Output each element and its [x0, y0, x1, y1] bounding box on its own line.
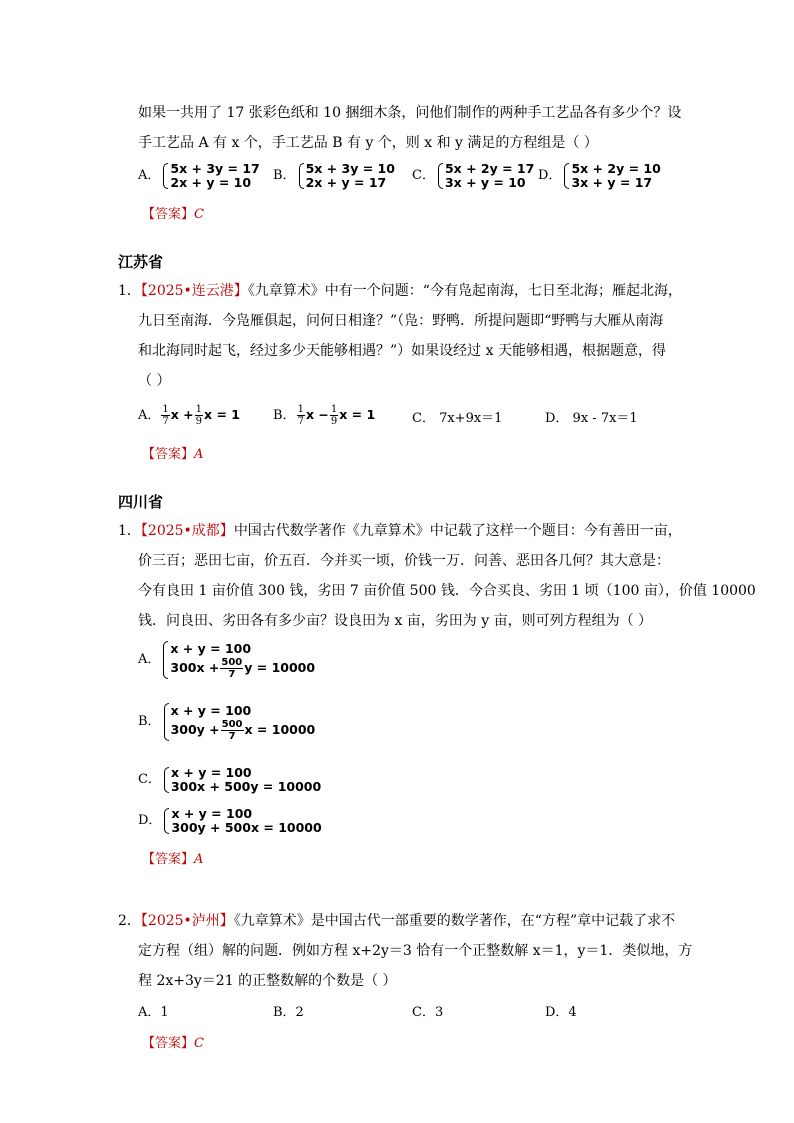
- option-label: A．: [138, 168, 161, 183]
- equation-part: 300x +: [170, 660, 220, 675]
- answer: [142, 206, 204, 224]
- question-text-line: （ ）: [138, 373, 171, 389]
- question-text-line: 程 2x+3y＝21 的正整数解的个数是（ ）: [138, 973, 397, 989]
- question-1-first-line: [118, 281, 682, 301]
- question-text-line: 定方程（组）解的问题．例如方程 x+2y＝3 恰有一个正整数解 x＝1，y＝1．类似地，方: [138, 943, 693, 959]
- option-a[interactable]: [138, 640, 315, 680]
- equation-part: x = 10000: [244, 722, 316, 737]
- option-b[interactable]: B．2: [273, 1005, 304, 1020]
- option-d[interactable]: D． 9x - 7x＝1: [545, 411, 638, 426]
- numerator: 1: [297, 404, 304, 415]
- option-a[interactable]: [138, 162, 260, 190]
- equation-part: x +: [170, 407, 194, 422]
- fraction: [220, 657, 243, 680]
- answer-value: A: [194, 447, 204, 462]
- question-text-line: 今有良田 1 亩价值 300 钱，劣田 7 亩价值 500 钱．今合买良、劣田 1 顷（100 亩），价值 10000: [138, 583, 756, 599]
- answer: [142, 446, 203, 464]
- denominator: 9: [195, 416, 203, 427]
- fraction: [195, 404, 203, 427]
- equation: [170, 657, 315, 680]
- section-heading-sichuan: 四川省: [118, 493, 164, 511]
- question-text-line: 钱．问良田、劣田各有多少亩？设良田为 x 亩，劣田为 y 亩，则可列方程组为（ ）: [138, 613, 653, 629]
- answer-value: C: [194, 1036, 204, 1051]
- question-number: 1．: [118, 283, 141, 299]
- equation-part: x = 1: [204, 407, 240, 422]
- question-source: 【2025•成都】: [140, 523, 234, 539]
- section-heading-jiangsu: 江苏省: [118, 253, 164, 271]
- equation: 3x + y = 17: [571, 175, 653, 190]
- option-label: B．: [273, 168, 296, 183]
- option-b[interactable]: [273, 404, 375, 427]
- numerator: 1: [162, 404, 169, 415]
- answer-label: 【答案】: [142, 207, 195, 222]
- numerator: 500: [221, 719, 243, 730]
- fraction: [221, 719, 244, 742]
- question-number: 1．: [118, 523, 141, 539]
- equation-system: [163, 640, 315, 680]
- question-text-line: 价三百；恶田七亩，价五百．今并买一顷，价钱一万．问善、恶田各几何？其大意是：: [138, 553, 670, 569]
- equation: x + y = 100: [170, 703, 252, 718]
- question-text: 《九章算术》是中国古代一部重要的数学著作，在“方程”章中记载了求不: [233, 913, 676, 929]
- equation: 2x + y = 10: [170, 175, 252, 190]
- question-source: 【2025•连云港】: [140, 283, 248, 299]
- equation-system: [164, 766, 321, 794]
- equation: 300y + 500x = 10000: [171, 820, 322, 835]
- equation-system: [163, 162, 259, 190]
- equation-part: x = 1: [339, 407, 376, 422]
- equation-part: 300y +: [170, 722, 220, 737]
- denominator: 7: [162, 416, 169, 427]
- option-b[interactable]: [273, 162, 395, 190]
- option-c[interactable]: [138, 766, 321, 794]
- equation-system: [164, 702, 316, 742]
- denominator: 7: [228, 669, 236, 680]
- fraction: [330, 404, 338, 427]
- equation: 5x + 2y = 17: [444, 161, 535, 176]
- option-c[interactable]: [412, 162, 534, 190]
- equation: 5x + 3y = 10: [305, 161, 395, 176]
- equation: 2x + y = 17: [305, 175, 387, 190]
- option-c[interactable]: C．3: [412, 1005, 444, 1020]
- equation-system: [299, 162, 395, 190]
- equation: x + y = 100: [171, 806, 253, 821]
- answer: [142, 1035, 204, 1053]
- option-label: A．: [138, 652, 161, 667]
- answer-label: 【答案】: [142, 1036, 195, 1051]
- equation: 5x + 3y = 17: [170, 161, 260, 176]
- answer-value: C: [194, 207, 204, 222]
- option-a[interactable]: A．1: [138, 1005, 169, 1020]
- equation: x + y = 100: [170, 765, 252, 780]
- fraction: [297, 404, 305, 427]
- option-label: D．: [138, 813, 162, 828]
- option-label: A．: [138, 407, 161, 423]
- option-d[interactable]: D．4: [545, 1005, 577, 1020]
- denominator: 7: [297, 416, 304, 427]
- equation-system: [164, 807, 321, 835]
- equation: 3x + y = 10: [444, 175, 526, 190]
- answer-value: A: [194, 852, 204, 867]
- numerator: 1: [330, 404, 338, 415]
- option-label: C．: [412, 168, 435, 183]
- equation-part: y = 10000: [244, 660, 316, 675]
- option-b[interactable]: [138, 702, 315, 742]
- equation-system: [564, 162, 660, 190]
- denominator: 9: [330, 416, 338, 427]
- equation-system: [438, 162, 534, 190]
- answer: [142, 851, 203, 869]
- question-source: 【2025•泸州】: [140, 913, 234, 929]
- option-a[interactable]: [138, 404, 240, 427]
- fraction: [161, 404, 169, 427]
- equation: x + y = 100: [170, 641, 252, 656]
- question-2-first-line: [118, 911, 675, 931]
- question-text-line: 和北海同时起飞，经过多少天能够相遇？”）如果设经过 x 天能够相遇，根据题意，得: [138, 343, 666, 359]
- equation-part: x −: [305, 407, 329, 422]
- answer-label: 【答案】: [142, 852, 195, 867]
- numerator: 1: [195, 404, 203, 415]
- question-number: 2．: [118, 913, 141, 929]
- equation: 300x + 500y = 10000: [170, 779, 322, 794]
- question-text: 《九章算术》中有一个问题：“今有凫起南海，七日至北海；雁起北海，: [247, 283, 682, 299]
- equation: [171, 719, 316, 742]
- answer-label: 【答案】: [142, 447, 195, 462]
- option-label: B．: [273, 407, 296, 423]
- question-text-line: 九日至南海．今凫雁俱起，问何日相逢？”（凫：野鸭．所提问题即“野鸭与大雁从南海: [138, 313, 664, 329]
- denominator: 7: [228, 731, 236, 742]
- option-c[interactable]: C． 7x+9x＝1: [412, 411, 503, 426]
- option-d[interactable]: [138, 807, 322, 835]
- question-text-line: 手工艺品 A 有 x 个，手工艺品 B 有 y 个，则 x 和 y 满足的方程组是（ ）: [138, 135, 598, 151]
- option-label: C．: [138, 772, 161, 787]
- option-label: D．: [538, 168, 562, 183]
- numerator: 500: [221, 657, 243, 668]
- question-1-first-line: [118, 521, 682, 541]
- question-text: 中国古代数学著作《九章算术》中记载了这样一个题目：今有善田一亩，: [233, 523, 682, 539]
- option-d[interactable]: [538, 162, 661, 190]
- equation: 5x + 2y = 10: [571, 161, 661, 176]
- option-label: B．: [138, 714, 161, 729]
- question-text-line: 如果一共用了 17 张彩色纸和 10 捆细木条，问他们制作的两种手工艺品各有多少个？设: [138, 105, 682, 121]
